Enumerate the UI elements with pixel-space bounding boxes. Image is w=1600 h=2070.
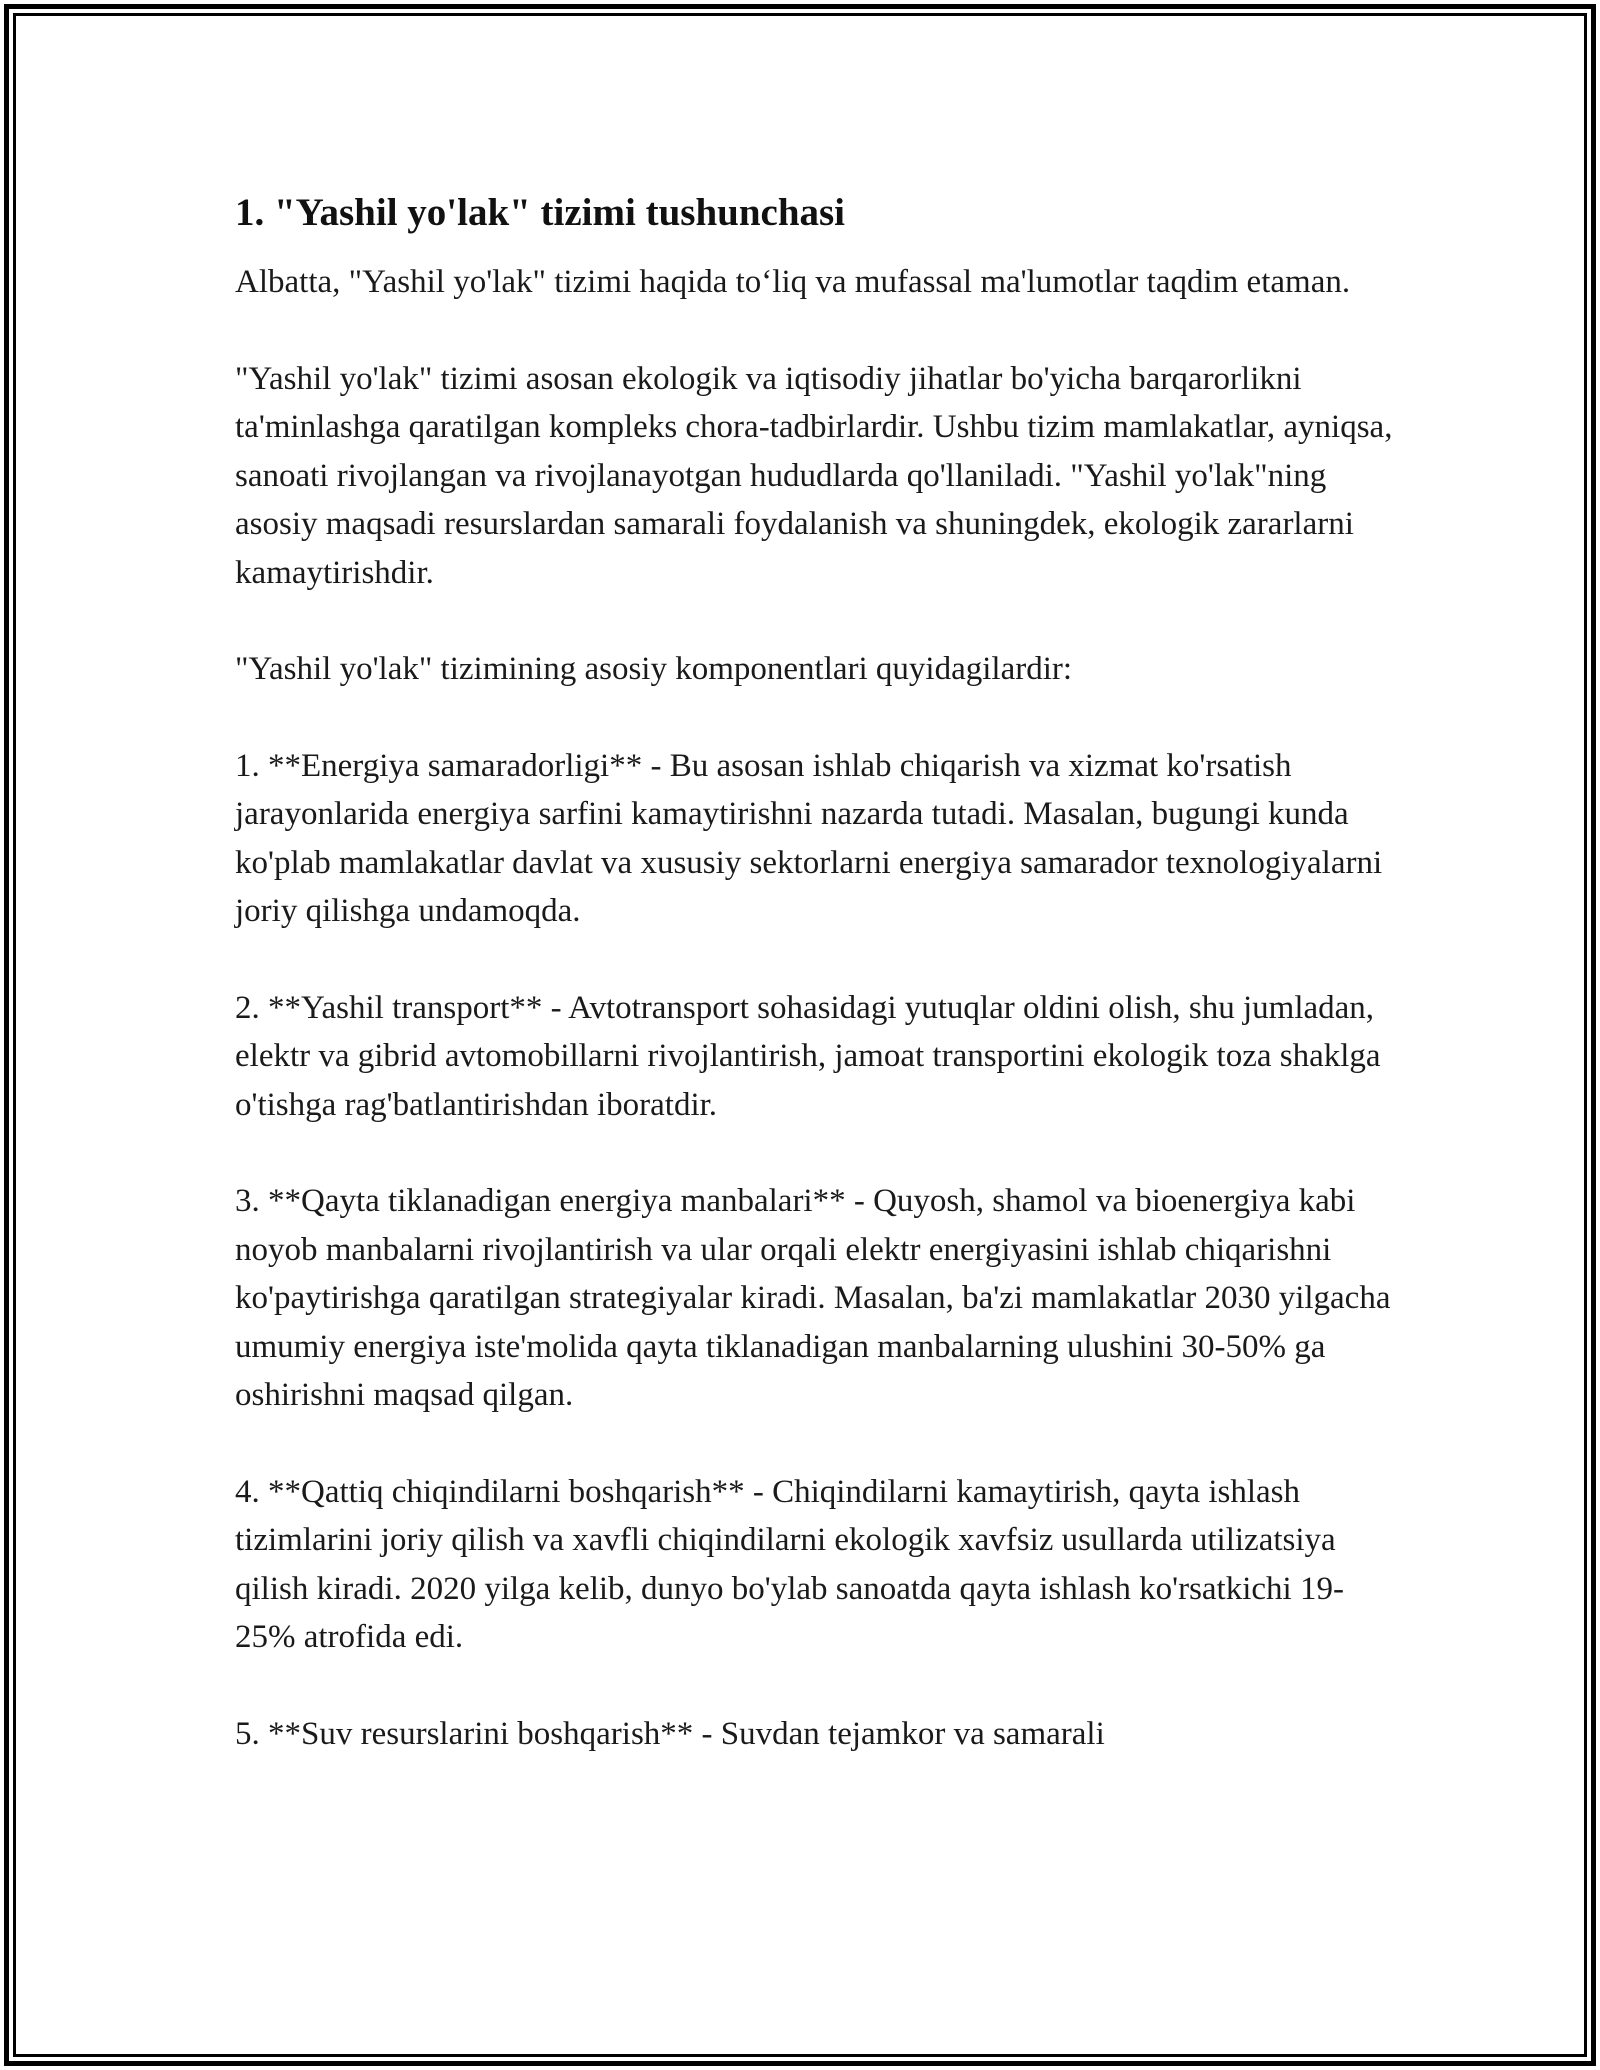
document-page xyxy=(235,186,1395,1758)
list-item-renewable-energy: 3. **Qayta tiklanadigan energiya manbalari** - Quyosh, shamol va bioenergiya kabi noyob manbalarni rivojlantirish va ular orqali elektr energiyasini ishlab chiqarishni ko'paytirishga qaratilgan strategiyalar kiradi. Masalan, ba'zi mamlakatlar 2030 yilgacha umumiy energiya iste'molida qayta tiklanadigan manbalarning ulushini 30-50% ga oshirishni maqsad qilgan. xyxy=(235,1183,1391,1413)
list-item-green-transport: 2. **Yashil transport** - Avtotransport sohasidagi yutuqlar oldini olish, shu jumladan, elektr va gibrid avtomobillarni rivojlantirish, jamoat transportini ekologik toza shaklga o'tishga rag'batlantirishdan iboratdir. xyxy=(235,989,1381,1123)
paragraph-overview: "Yashil yo'lak" tizimi asosan ekologik va iqtisodiy jihatlar bo'yicha barqarorlikni ta'minlashga qaratilgan kompleks chora-tadbirlardir. Ushbu tizim mamlakatlar, ayniqsa, sanoati rivojlangan va rivojlanayotgan hududlarda qo'llaniladi. "Yashil yo'lak"ning asosiy maqsadi resurslardan samarali foydalanish va shuningdek, ekologik zararlarni kamaytirishdir. xyxy=(235,360,1393,591)
paragraph-components-intro: "Yashil yo'lak" tizimining asosiy komponentlari quyidagilardir: xyxy=(235,651,1073,687)
list-item-solid-waste: 4. **Qattiq chiqindilarni boshqarish** - Chiqindilarni kamaytirish, qayta ishlash tizimlarini joriy qilish va xavfli chiqindilarni ekologik xavfsiz usullarda utilizatsiya qilish kiradi. 2020 yilga kelib, dunyo bo'ylab sanoatda qayta ishlash ko'rsatkichi 19-25% atrofida edi. xyxy=(235,1473,1344,1655)
list-item-energy-efficiency: 1. **Energiya samaradorligi** - Bu asosan ishlab chiqarish va xizmat ko'rsatish jarayonlarida energiya sarfini kamaytirishni nazarda tutadi. Masalan, bugungi kunda ko'plab mamlakatlar davlat va xususiy sektorlarni energiya samarador texnologiyalarni joriy qilishga undamoqda. xyxy=(235,747,1383,929)
document-heading: 1. "Yashil yo'lak" tizimi tushunchasi xyxy=(235,191,846,234)
list-item-water-resources: 5. **Suv resurslarini boshqarish** - Suvdan tejamkor va samarali xyxy=(235,1715,1105,1752)
paragraph-intro: Albatta, "Yashil yo'lak" tizimi haqida to‘liq va mufassal ma'lumotlar taqdim etaman. xyxy=(235,264,1351,300)
